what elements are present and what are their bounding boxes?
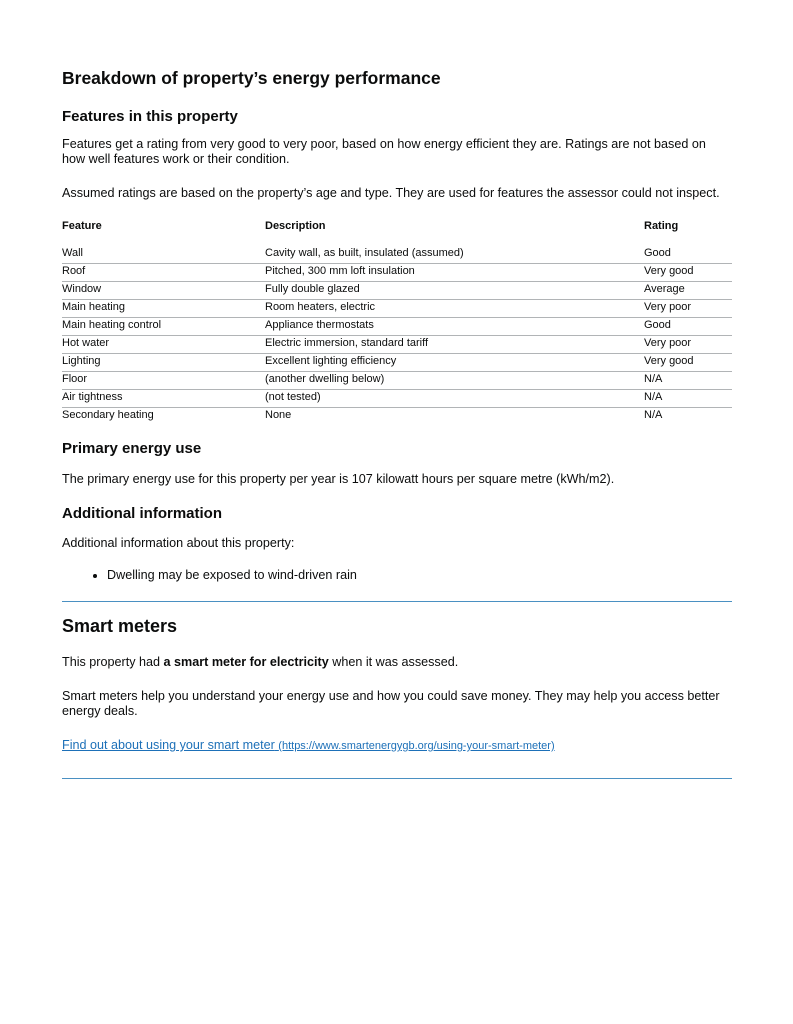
additional-info-heading: Additional information — [62, 505, 222, 522]
feature-cell: Hot water — [62, 336, 265, 354]
rating-cell: Very poor — [644, 300, 732, 318]
column-header-description: Description — [265, 220, 326, 232]
list-item: • Dwelling may be exposed to wind-driven rain — [107, 568, 732, 583]
feature-cell: Wall — [62, 246, 265, 264]
description-cell: Room heaters, electric — [265, 300, 644, 318]
primary-energy-heading: Primary energy use — [62, 440, 202, 457]
smart-meter-link[interactable] — [62, 738, 555, 752]
feature-cell: Main heating — [62, 300, 265, 318]
section-divider — [62, 601, 732, 602]
rating-cell: Average — [644, 282, 732, 300]
description-cell: (another dwelling below) — [265, 372, 644, 390]
table-row — [62, 246, 732, 264]
column-header-feature: Feature — [62, 220, 102, 232]
feature-cell: Window — [62, 282, 265, 300]
smart-meter-status — [62, 655, 732, 670]
table-row — [62, 372, 732, 390]
features-intro-2: Assumed ratings are based on the property’s age and type. They are used for features the assessor could not inspect. — [62, 186, 720, 200]
features-table — [62, 220, 732, 425]
rating-cell: Very good — [644, 264, 732, 282]
description-cell: Pitched, 300 mm loft insulation — [265, 264, 644, 282]
additional-info-text: Additional information about this property: — [62, 536, 295, 550]
table-row — [62, 318, 732, 336]
features-intro-1: Features get a rating from very good to very poor, based on how energy efficient they are. Ratings are not based on how well features work or their condition. — [62, 137, 706, 166]
additional-info-list — [62, 568, 732, 583]
rating-cell: N/A — [644, 390, 732, 408]
feature-cell: Roof — [62, 264, 265, 282]
table-row — [62, 390, 732, 408]
feature-cell: Lighting — [62, 354, 265, 372]
breakdown-title: Breakdown of property’s energy performance — [62, 68, 441, 88]
smart-meter-link-line — [62, 738, 732, 754]
table-row — [62, 336, 732, 354]
smart-meter-text-after: when it was assessed. — [328, 655, 459, 669]
table-row — [62, 354, 732, 372]
description-cell: None — [265, 409, 292, 421]
rating-cell: N/A — [644, 372, 732, 390]
description-cell: Cavity wall, as built, insulated (assumed) — [265, 246, 644, 264]
smart-meter-text-before: This property had — [62, 655, 164, 669]
column-header-rating: Rating — [644, 220, 679, 232]
rating-cell: N/A — [644, 409, 663, 421]
feature-cell: Air tightness — [62, 390, 265, 408]
smart-meters-heading: Smart meters — [62, 616, 178, 636]
feature-cell: Secondary heating — [62, 409, 154, 421]
description-cell: (not tested) — [265, 390, 644, 408]
smart-meter-type: a smart meter for electricity — [163, 655, 329, 669]
smart-meter-info: Smart meters help you understand your energy use and how you could save money. They may help you access better energy deals. — [62, 689, 720, 718]
table-header-row — [62, 220, 732, 246]
section-divider-bottom — [62, 778, 732, 779]
rating-cell: Good — [644, 246, 732, 264]
table-row — [62, 300, 732, 318]
table-row — [62, 282, 732, 300]
table-row — [62, 264, 732, 282]
feature-cell: Main heating control — [62, 318, 265, 336]
rating-cell: Very good — [644, 354, 732, 372]
feature-cell: Floor — [62, 372, 265, 390]
smart-meter-link-text: Find out about using your smart meter — [62, 738, 275, 752]
description-cell: Excellent lighting efficiency — [265, 354, 644, 372]
description-cell: Appliance thermostats — [265, 318, 644, 336]
description-cell: Electric immersion, standard tariff — [265, 336, 644, 354]
smart-meter-link-url: (https://www.smartenergygb.org/using-your-smart-meter) — [278, 740, 555, 752]
description-cell: Fully double glazed — [265, 282, 644, 300]
rating-cell: Good — [644, 318, 732, 336]
table-row — [62, 408, 732, 426]
page-content — [62, 66, 732, 779]
rating-cell: Very poor — [644, 336, 732, 354]
primary-energy-text: The primary energy use for this property per year is 107 kilowatt hours per square metre (kWh/m2). — [62, 472, 615, 486]
features-heading: Features in this property — [62, 108, 238, 125]
